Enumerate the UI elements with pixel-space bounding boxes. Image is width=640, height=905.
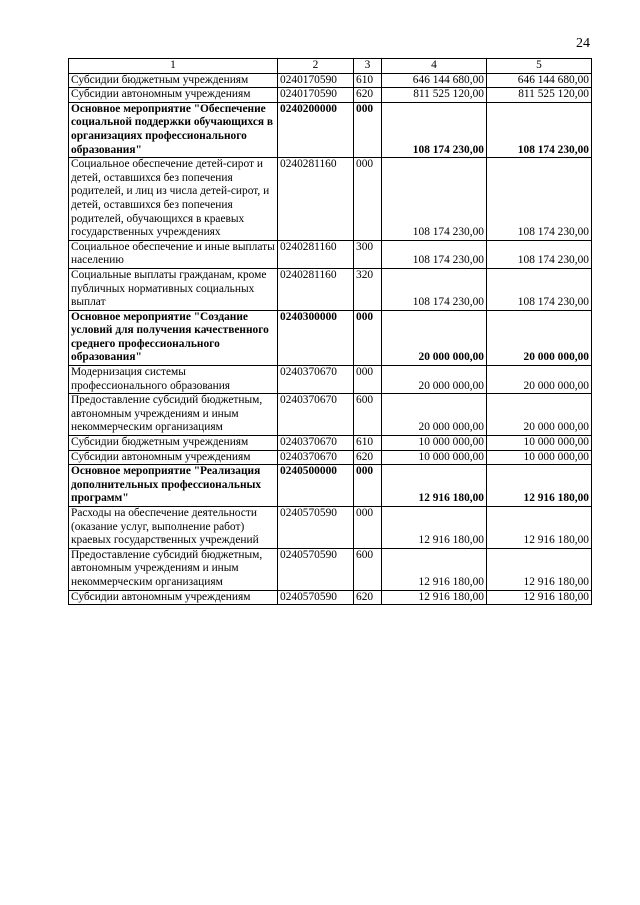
table-row xyxy=(69,394,592,436)
table-row xyxy=(69,268,592,310)
row-code-cell: 0240570590 xyxy=(278,590,354,605)
row-category-cell: 620 xyxy=(354,590,382,605)
row-amount-4-cell: 108 174 230,00 xyxy=(382,240,487,268)
row-amount-4-cell: 20 000 000,00 xyxy=(382,394,487,436)
row-category-cell: 600 xyxy=(354,548,382,590)
row-category-cell: 620 xyxy=(354,450,382,465)
row-code-cell: 0240170590 xyxy=(278,88,354,103)
row-amount-5-cell: 20 000 000,00 xyxy=(487,310,592,365)
budget-table xyxy=(68,58,592,605)
table-row xyxy=(69,310,592,365)
row-amount-5-cell: 811 525 120,00 xyxy=(487,88,592,103)
row-category-cell: 610 xyxy=(354,436,382,451)
row-code-cell: 0240300000 xyxy=(278,310,354,365)
row-amount-5-cell: 108 174 230,00 xyxy=(487,158,592,241)
table-row xyxy=(69,436,592,451)
row-amount-5-cell: 12 916 180,00 xyxy=(487,548,592,590)
row-category-cell: 000 xyxy=(354,465,382,507)
row-name-cell: Социальные выплаты гражданам, кроме публичных нормативных социальных выплат xyxy=(69,268,278,310)
row-amount-4-cell: 10 000 000,00 xyxy=(382,436,487,451)
table-row xyxy=(69,507,592,549)
row-category-cell: 000 xyxy=(354,507,382,549)
row-category-cell: 000 xyxy=(354,366,382,394)
row-code-cell: 0240370670 xyxy=(278,366,354,394)
row-code-cell: 0240281160 xyxy=(278,158,354,241)
table-row xyxy=(69,73,592,88)
row-amount-4-cell: 108 174 230,00 xyxy=(382,102,487,157)
row-amount-5-cell: 108 174 230,00 xyxy=(487,240,592,268)
row-name-cell: Предоставление субсидий бюджетным, автономным учреждениям и иным некоммерческим организациям xyxy=(69,394,278,436)
row-amount-5-cell: 108 174 230,00 xyxy=(487,268,592,310)
row-amount-4-cell: 12 916 180,00 xyxy=(382,465,487,507)
row-code-cell: 0240570590 xyxy=(278,548,354,590)
page-number: 24 xyxy=(576,36,590,51)
row-amount-4-cell: 108 174 230,00 xyxy=(382,268,487,310)
row-code-cell: 0240370670 xyxy=(278,436,354,451)
row-name-cell: Основное мероприятие "Создание условий для получения качественного среднего профессионального образования" xyxy=(69,310,278,365)
row-amount-4-cell: 108 174 230,00 xyxy=(382,158,487,241)
table-row xyxy=(69,158,592,241)
row-name-cell: Предоставление субсидий бюджетным, автономным учреждениям и иным некоммерческим организациям xyxy=(69,548,278,590)
row-name-cell: Социальное обеспечение и иные выплаты населению xyxy=(69,240,278,268)
row-category-cell: 620 xyxy=(354,88,382,103)
table-body xyxy=(69,73,592,605)
row-amount-4-cell: 811 525 120,00 xyxy=(382,88,487,103)
row-name-cell: Субсидии бюджетным учреждениям xyxy=(69,73,278,88)
row-code-cell: 0240200000 xyxy=(278,102,354,157)
header-row xyxy=(69,59,592,74)
row-code-cell: 0240370670 xyxy=(278,394,354,436)
table-row xyxy=(69,548,592,590)
row-amount-5-cell: 20 000 000,00 xyxy=(487,394,592,436)
row-amount-4-cell: 10 000 000,00 xyxy=(382,450,487,465)
row-name-cell: Модернизация системы профессионального образования xyxy=(69,366,278,394)
column-header-1: 1 xyxy=(69,59,278,74)
row-amount-5-cell: 20 000 000,00 xyxy=(487,366,592,394)
row-amount-5-cell: 10 000 000,00 xyxy=(487,450,592,465)
row-amount-4-cell: 20 000 000,00 xyxy=(382,310,487,365)
row-amount-5-cell: 12 916 180,00 xyxy=(487,590,592,605)
row-amount-5-cell: 646 144 680,00 xyxy=(487,73,592,88)
row-code-cell: 0240370670 xyxy=(278,450,354,465)
row-category-cell: 300 xyxy=(354,240,382,268)
row-amount-4-cell: 12 916 180,00 xyxy=(382,507,487,549)
table-row xyxy=(69,590,592,605)
row-code-cell: 0240170590 xyxy=(278,73,354,88)
row-category-cell: 000 xyxy=(354,310,382,365)
row-category-cell: 000 xyxy=(354,158,382,241)
row-code-cell: 0240570590 xyxy=(278,507,354,549)
row-category-cell: 600 xyxy=(354,394,382,436)
table-row xyxy=(69,240,592,268)
row-amount-5-cell: 10 000 000,00 xyxy=(487,436,592,451)
table-row xyxy=(69,465,592,507)
row-code-cell: 0240281160 xyxy=(278,268,354,310)
row-name-cell: Субсидии автономным учреждениям xyxy=(69,88,278,103)
row-name-cell: Основное мероприятие "Реализация дополнительных профессиональных программ" xyxy=(69,465,278,507)
row-category-cell: 000 xyxy=(354,102,382,157)
table-row xyxy=(69,102,592,157)
row-amount-4-cell: 12 916 180,00 xyxy=(382,590,487,605)
row-category-cell: 610 xyxy=(354,73,382,88)
row-category-cell: 320 xyxy=(354,268,382,310)
row-amount-4-cell: 20 000 000,00 xyxy=(382,366,487,394)
column-header-2: 2 xyxy=(278,59,354,74)
column-header-3: 3 xyxy=(354,59,382,74)
table-row xyxy=(69,88,592,103)
row-amount-4-cell: 646 144 680,00 xyxy=(382,73,487,88)
row-name-cell: Социальное обеспечение детей-сирот и детей, оставшихся без попечения родителей, и лиц из числа детей-сирот, и детей, оставшихся без попечения родителей, обучающихся в краевых государственных учреждениях xyxy=(69,158,278,241)
table-row xyxy=(69,450,592,465)
table-row xyxy=(69,366,592,394)
row-name-cell: Основное мероприятие "Обеспечение социальной поддержки обучающихся в организациях профессионального образования" xyxy=(69,102,278,157)
row-name-cell: Субсидии бюджетным учреждениям xyxy=(69,436,278,451)
row-amount-4-cell: 12 916 180,00 xyxy=(382,548,487,590)
row-amount-5-cell: 12 916 180,00 xyxy=(487,465,592,507)
column-header-5: 5 xyxy=(487,59,592,74)
row-name-cell: Расходы на обеспечение деятельности (оказание услуг, выполнение работ) краевых государственных учреждений xyxy=(69,507,278,549)
row-amount-5-cell: 12 916 180,00 xyxy=(487,507,592,549)
row-code-cell: 0240281160 xyxy=(278,240,354,268)
row-name-cell: Субсидии автономным учреждениям xyxy=(69,450,278,465)
row-name-cell: Субсидии автономным учреждениям xyxy=(69,590,278,605)
row-code-cell: 0240500000 xyxy=(278,465,354,507)
column-header-4: 4 xyxy=(382,59,487,74)
row-amount-5-cell: 108 174 230,00 xyxy=(487,102,592,157)
